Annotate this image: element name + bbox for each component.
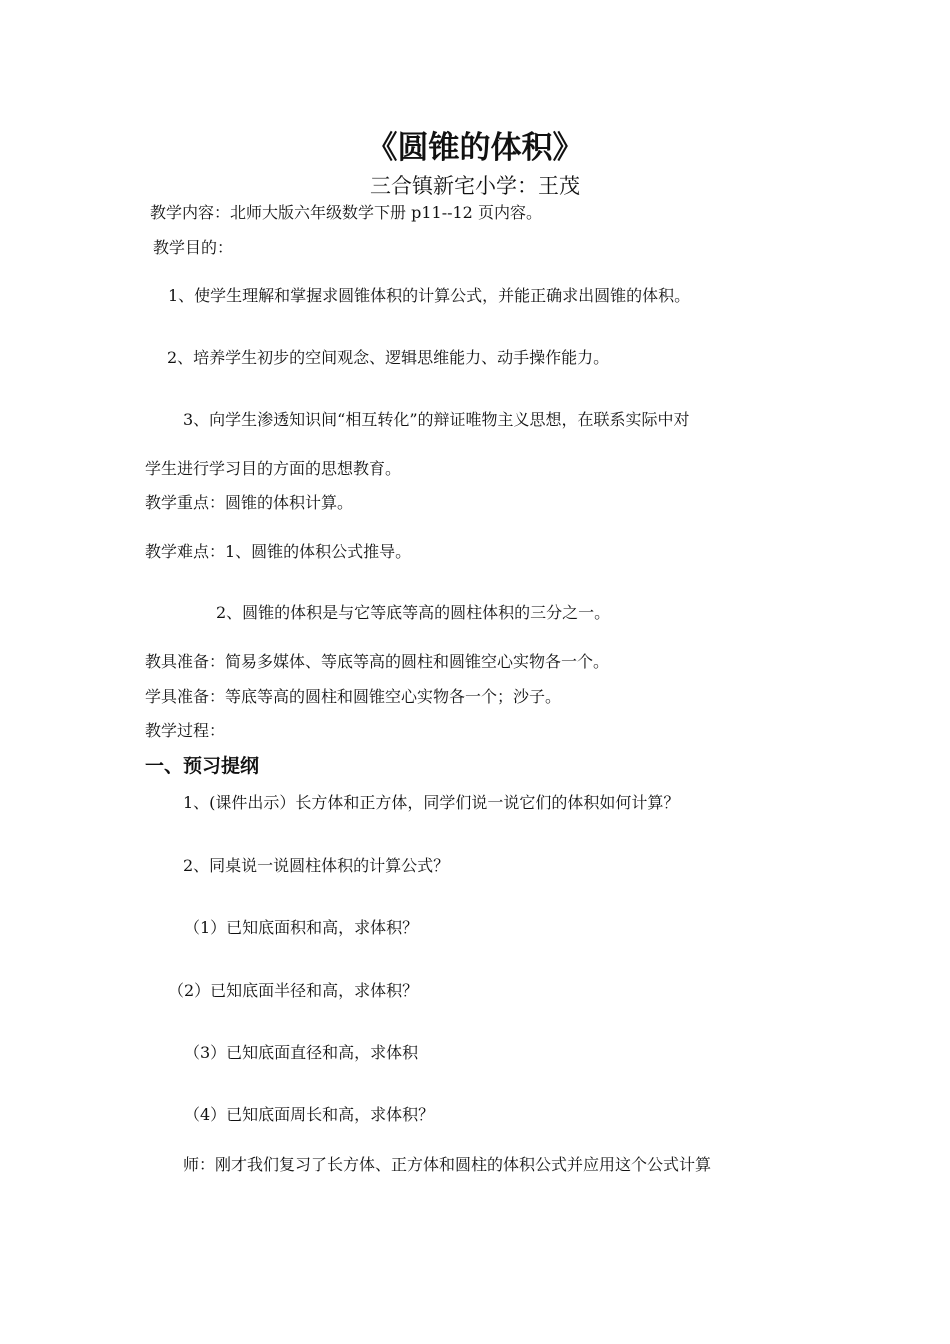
teaching-goals-label: 教学目的： bbox=[153, 238, 234, 257]
goal-item-1: 1、使学生理解和掌握求圆锥体积的计算公式，并能正确求出圆锥的体积。 bbox=[168, 286, 691, 305]
difficulty-1: 教学难点：1、圆锥的体积公式推导。 bbox=[145, 542, 412, 561]
preview-item-2: 2、同桌说一说圆柱体积的计算公式？ bbox=[183, 856, 450, 875]
preview-subitem-3: （3）已知底面直径和高，求体积 bbox=[184, 1043, 419, 1062]
preview-subitem-4: （4）已知底面周长和高，求体积？ bbox=[184, 1105, 435, 1124]
teaching-content: 教学内容：北师大版六年级数学下册 p11--12 页内容。 bbox=[150, 203, 542, 222]
section-heading-preview: 一、预习提纲 bbox=[145, 755, 260, 777]
document-title: 《圆锥的体积》 bbox=[366, 130, 584, 166]
teacher-materials: 教具准备：简易多媒体、等底等高的圆柱和圆锥空心实物各一个。 bbox=[145, 652, 610, 671]
difficulty-2: 2、圆锥的体积是与它等底等高的圆柱体积的三分之一。 bbox=[216, 603, 611, 622]
goal-item-3: 3、向学生渗透知识间“相互转化”的辩证唯物主义思想，在联系实际中对 bbox=[183, 410, 690, 429]
preview-item-1: 1、(课件出示）长方体和正方体，同学们说一说它们的体积如何计算？ bbox=[183, 793, 680, 812]
preview-subitem-1: （1）已知底面积和高，求体积？ bbox=[184, 918, 419, 937]
preview-subitem-2: （2）已知底面半径和高，求体积？ bbox=[168, 981, 419, 1000]
process-label: 教学过程： bbox=[145, 721, 226, 740]
document-author: 三合镇新宅小学：王茂 bbox=[370, 174, 580, 198]
key-point: 教学重点：圆锥的体积计算。 bbox=[145, 493, 354, 512]
goal-item-2: 2、培养学生初步的空间观念、逻辑思维能力、动手操作能力。 bbox=[167, 348, 610, 367]
teacher-remark: 师：刚才我们复习了长方体、正方体和圆柱的体积公式并应用这个公式计算 bbox=[183, 1155, 712, 1174]
student-materials: 学具准备：等底等高的圆柱和圆锥空心实物各一个；沙子。 bbox=[145, 687, 562, 706]
goal-item-3-continued: 学生进行学习目的方面的思想教育。 bbox=[145, 459, 402, 478]
